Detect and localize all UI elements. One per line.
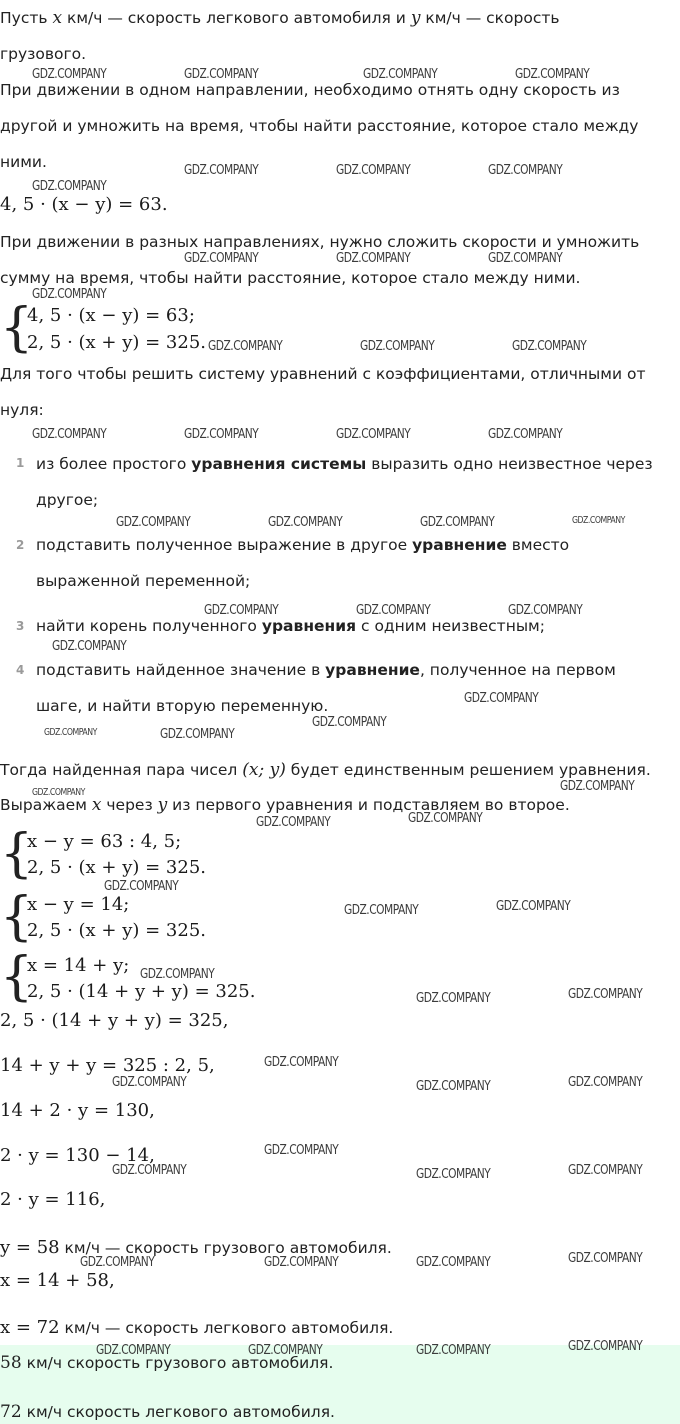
system3-line-2: 2, 5 · (x + y) = 325. [27, 920, 207, 941]
paragraph-same-direction-3: ними. [0, 153, 47, 171]
system4-line-2: 2, 5 · (14 + y + y) = 325. [27, 981, 256, 1002]
watermark: GDZ.COMPANY [568, 987, 643, 1002]
watermark: GDZ.COMPANY [184, 251, 259, 266]
watermark: GDZ.COMPANY [116, 515, 191, 530]
equation-same-direction: 4, 5 · (x − y) = 63. [0, 194, 168, 215]
watermark: GDZ.COMPANY [112, 1163, 187, 1178]
watermark: GDZ.COMPANY [204, 603, 279, 618]
watermark: GDZ.COMPANY [336, 251, 411, 266]
watermark: GDZ.COMPANY [568, 1251, 643, 1266]
watermark: GDZ.COMPANY [52, 639, 127, 654]
watermark: GDZ.COMPANY [568, 1075, 643, 1090]
watermark: GDZ.COMPANY [488, 163, 563, 178]
watermark: GDZ.COMPANY [416, 1343, 491, 1358]
watermark: GDZ.COMPANY [488, 427, 563, 442]
paragraph-same-direction-1: При движении в одном направлении, необходимо отнять одну скорость из [0, 81, 620, 99]
watermark: GDZ.COMPANY [208, 339, 283, 354]
watermark: GDZ.COMPANY [264, 1255, 339, 1270]
watermark: GDZ.COMPANY [508, 603, 583, 618]
watermark: GDZ.COMPANY [336, 427, 411, 442]
watermark: GDZ.COMPANY [32, 67, 107, 82]
watermark: GDZ.COMPANY [140, 967, 215, 982]
watermark: GDZ.COMPANY [312, 715, 387, 730]
watermark: GDZ.COMPANY [568, 1163, 643, 1178]
watermark: GDZ.COMPANY [268, 515, 343, 530]
solution-eq-7: x = 14 + 58, [0, 1270, 115, 1291]
step-1-line-1: из более простого уравнения системы выразить одно неизвестное через [36, 455, 653, 473]
step-number-1: 1 [16, 456, 25, 470]
solution-eq-5: 2 · y = 116, [0, 1189, 106, 1210]
watermark: GDZ.COMPANY [416, 1255, 491, 1270]
watermark: GDZ.COMPANY [356, 603, 431, 618]
intro-line-2: грузового. [0, 45, 87, 63]
step-4-line-1: подставить найденное значение в уравнение, полученное на первом [36, 661, 616, 679]
watermark: GDZ.COMPANY [464, 691, 539, 706]
paragraph-opposite-1: При движении в разных направлениях, нужно сложить скорости и умножить [0, 233, 640, 251]
watermark: GDZ.COMPANY [32, 287, 107, 302]
watermark: GDZ.COMPANY [416, 1167, 491, 1182]
watermark: GDZ.COMPANY [420, 515, 495, 530]
system-brace-2: { [0, 824, 34, 884]
system-brace-4: { [0, 947, 34, 1007]
watermark: GDZ.COMPANY [112, 1075, 187, 1090]
watermark: GDZ.COMPANY [184, 427, 259, 442]
watermark: GDZ.COMPANY [512, 339, 587, 354]
system1-line-1: 4, 5 · (x − y) = 63; [27, 305, 195, 326]
answer-line-2: 72 км/ч скорость легкового автомобиля. [0, 1402, 335, 1422]
express-line: Выражаем x через y из первого уравнения и подставляем во второе. [0, 795, 570, 815]
step-1-line-2: другое; [36, 491, 99, 509]
solution-eq-4: 2 · y = 130 − 14, [0, 1145, 155, 1166]
step-2-line-2: выраженной переменной; [36, 572, 251, 590]
system2-line-1: x − y = 63 : 4, 5; [27, 831, 182, 852]
step-3-line-1: найти корень полученного уравнения с одним неизвестным; [36, 617, 545, 635]
watermark: GDZ.COMPANY [360, 339, 435, 354]
watermark: GDZ.COMPANY [363, 67, 438, 82]
watermark: GDZ.COMPANY [336, 163, 411, 178]
paragraph-same-direction-2: другой и умножить на время, чтобы найти расстояние, которое стало между [0, 117, 639, 135]
step-4-line-2: шаге, и найти вторую переменную. [36, 697, 329, 715]
solution-eq-2: 14 + y + y = 325 : 2, 5, [0, 1055, 215, 1076]
step-number-4: 4 [16, 663, 25, 677]
watermark: GDZ.COMPANY [184, 67, 259, 82]
method-intro-1: Для того чтобы решить систему уравнений с коэффициентами, отличными от [0, 365, 646, 383]
watermark: GDZ.COMPANY [572, 515, 625, 526]
watermark: GDZ.COMPANY [80, 1255, 155, 1270]
then-pair-line: Тогда найденная пара чисел (x; y) будет единственным решением уравнения. [0, 760, 651, 780]
watermark: GDZ.COMPANY [44, 727, 97, 738]
watermark: GDZ.COMPANY [408, 811, 483, 826]
watermark: GDZ.COMPANY [256, 815, 331, 830]
system-brace-1: { [0, 298, 34, 358]
watermark: GDZ.COMPANY [248, 1343, 323, 1358]
system-brace-3: { [0, 887, 34, 947]
watermark: GDZ.COMPANY [264, 1055, 339, 1070]
watermark: GDZ.COMPANY [264, 1143, 339, 1158]
watermark: GDZ.COMPANY [560, 779, 635, 794]
watermark: GDZ.COMPANY [515, 67, 590, 82]
system3-line-1: x − y = 14; [27, 894, 130, 915]
watermark: GDZ.COMPANY [104, 879, 179, 894]
step-number-3: 3 [16, 619, 25, 633]
solution-eq-3: 14 + 2 · y = 130, [0, 1100, 155, 1121]
step-2-line-1: подставить полученное выражение в другое уравнение вместо [36, 536, 570, 554]
solution-y-result: y = 58 км/ч — скорость грузового автомобиля. [0, 1237, 392, 1258]
answer-line-1: 58 км/ч скорость грузового автомобиля. [0, 1353, 334, 1373]
paragraph-opposite-2: сумму на время, чтобы найти расстояние, которое стало между ними. [0, 269, 581, 287]
watermark: GDZ.COMPANY [32, 787, 85, 798]
system1-line-2: 2, 5 · (x + y) = 325. [27, 332, 207, 353]
watermark: GDZ.COMPANY [488, 251, 563, 266]
watermark: GDZ.COMPANY [32, 179, 107, 194]
method-intro-2: нуля: [0, 401, 44, 419]
step-number-2: 2 [16, 538, 25, 552]
system2-line-2: 2, 5 · (x + y) = 325. [27, 857, 207, 878]
watermark: GDZ.COMPANY [496, 899, 571, 914]
watermark: GDZ.COMPANY [32, 427, 107, 442]
watermark: GDZ.COMPANY [416, 991, 491, 1006]
watermark: GDZ.COMPANY [568, 1339, 643, 1354]
watermark: GDZ.COMPANY [96, 1343, 171, 1358]
intro-line-1: Пусть x км/ч — скорость легкового автомобиля и y км/ч — скорость [0, 8, 560, 28]
solution-x-result: x = 72 км/ч — скорость легкового автомобиля. [0, 1317, 394, 1338]
system4-line-1: x = 14 + y; [27, 955, 130, 976]
solution-eq-1: 2, 5 · (14 + y + y) = 325, [0, 1010, 229, 1031]
watermark: GDZ.COMPANY [160, 727, 235, 742]
watermark: GDZ.COMPANY [416, 1079, 491, 1094]
watermark: GDZ.COMPANY [344, 903, 419, 918]
watermark: GDZ.COMPANY [184, 163, 259, 178]
